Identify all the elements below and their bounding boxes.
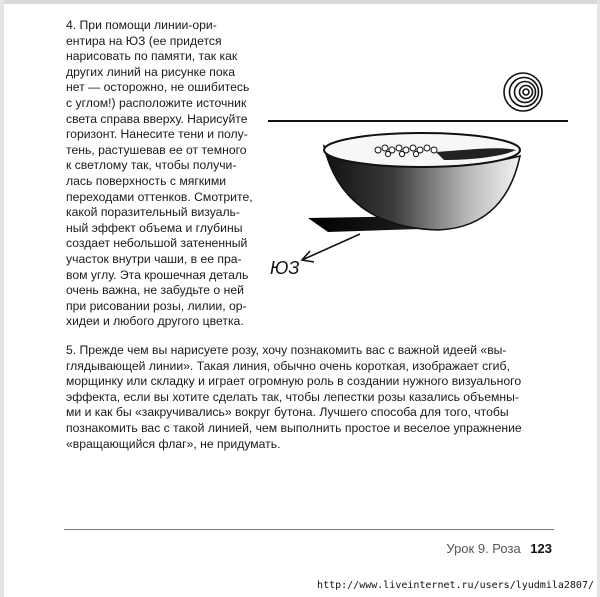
- southwest-label: ЮЗ: [270, 258, 300, 278]
- window-frame-top: [0, 0, 600, 4]
- step-4-block: [66, 18, 276, 330]
- bowl-illustration: [268, 70, 568, 290]
- step-4-text: 4. При помощи линии-ори- ентира на ЮЗ (ее придется нарисовать по памяти, так как других линий на рисунке пока нет — осторожно, не ошибитесь с углом!) расположите источник света справа вверху. Нарисуйте горизонт. Нанесите тени и полу- тень, растушевав ее от темного к светлому так, чтобы получи- лась поверхность с мягкими переходами оттенков. Смотрите, какой поразительный визуаль- ный эффект объема и глубины создает небольшой затененный участок внутри чаши, в ее пра- вом углу. Эта крошечная деталь очень важна, не забудьте о ней при рисовании розы, лилии, ор- хидеи и любого другого цветка.: [66, 18, 253, 329]
- source-url[interactable]: http://www.liveinternet.ru/users/lyudmila2807/: [317, 580, 594, 591]
- southwest-arrow: [302, 234, 360, 262]
- step-5-block: [66, 343, 566, 452]
- window-frame-left: [0, 0, 4, 597]
- chapter-title: Урок 9. Роза: [446, 541, 521, 556]
- footer-rule: [64, 529, 554, 530]
- page-footer: [446, 541, 552, 556]
- page-number: 123: [530, 541, 552, 556]
- step-5-text: 5. Прежде чем вы нарисуете розу, хочу познакомить вас с важной идеей «вы- глядывающей линии». Такая линия, обычно очень короткая, изображает сгиб, морщинку или складку и играет огромную роль в создании нужного визуального эффекта, если вы хотите сделать так, чтобы лепестки розы казались объемны- ми и как бы «закручивались» вокруг бутона. Лучшего способа для того, чтобы познакомить вас с такой линией, чем выполнить простое и веселое упражнение «вращающийся флаг», не придумать.: [66, 343, 522, 451]
- light-source-spiral: [504, 73, 542, 111]
